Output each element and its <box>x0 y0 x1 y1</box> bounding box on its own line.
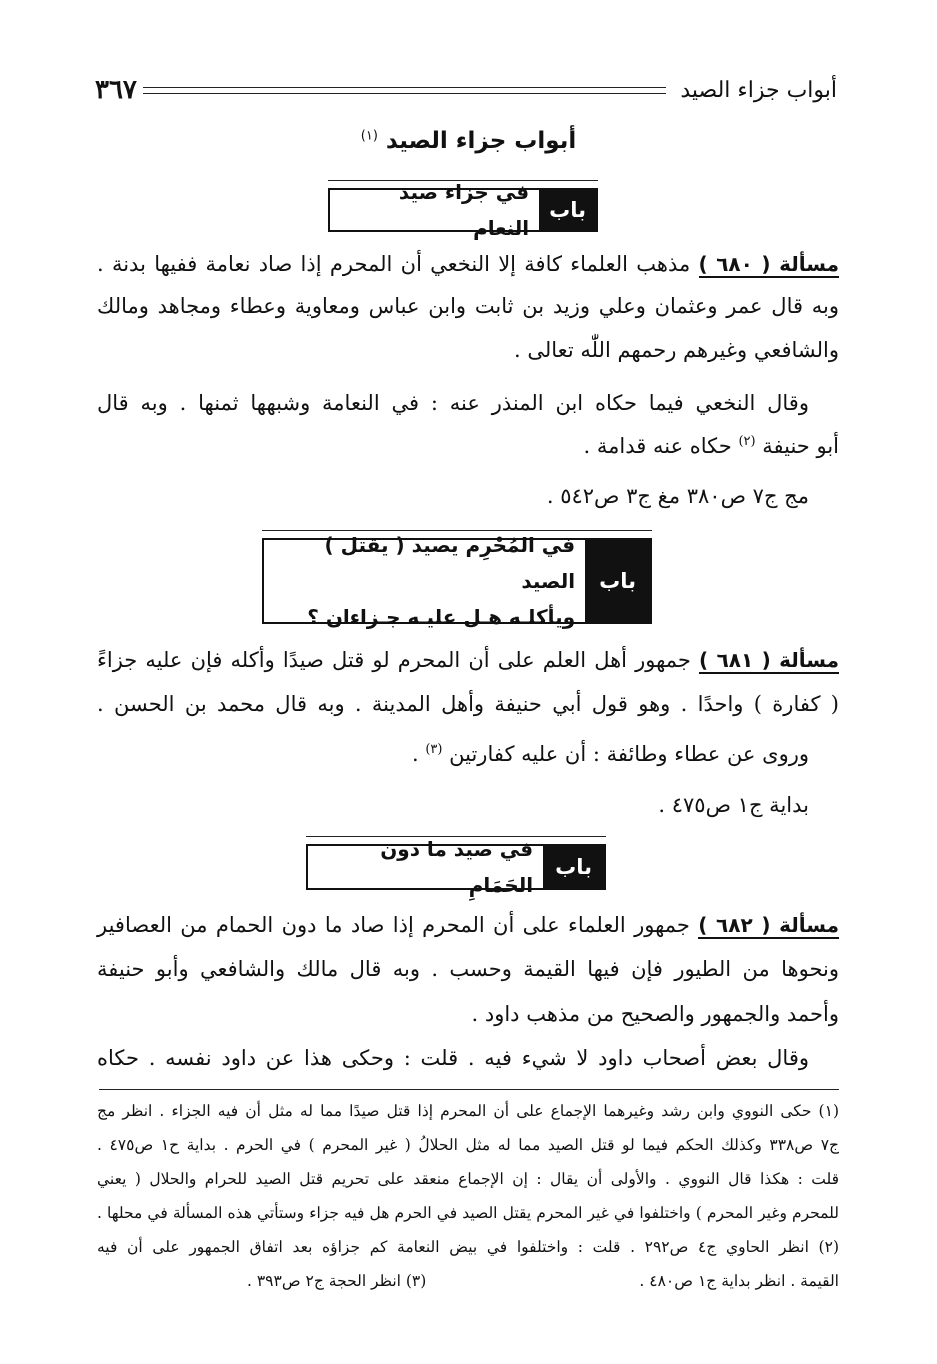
masala-text: أبو حنيفة <box>755 434 839 458</box>
chapter-title-line: في المُحْرِم يصيد ( يقتل ) الصيد <box>324 533 576 593</box>
masala-680-source: مج ج٧ ص٣٨٠ مغ ج٣ ص٥٤٢ . <box>546 484 809 508</box>
masala-681-label: مسألة ( ٦٨١ ) <box>699 648 840 672</box>
footnote-text: (٣) انظر الحجة ج٢ ص٣٩٣ . <box>247 1272 427 1290</box>
masala-680-line-1 <box>97 252 839 276</box>
masala-681-line-1 <box>97 648 839 672</box>
page-number: ٣٦٧ <box>95 75 137 105</box>
chapter-title <box>264 533 585 629</box>
masala-text: حكاه عنه قدامة . <box>583 434 739 458</box>
masala-682-line-1 <box>97 913 839 937</box>
masala-682-label: مسألة ( ٦٨٢ ) <box>698 913 839 937</box>
chapter-title-line: في صيد ما دون الحَمَامِ <box>380 837 534 897</box>
masala-680-line-3: والشافعي وغيرهم رحمهم اللّٰه تعالى . <box>514 338 839 362</box>
chapter-title-line: في جزاء صيد النعام <box>398 180 530 240</box>
masala-text: وروى عن عطاء وطائفة : أن عليه كفارتين <box>442 742 809 766</box>
masala-680-line-5 <box>97 434 839 458</box>
running-title: أبواب جزاء الصيد <box>680 77 837 103</box>
footnote-line-3: قلت : هكذا قال النووي . والأولى أن يقال : إن الإجماع منعقد على تحريم قتل الصيد للحرام والحلال ( يعني <box>97 1170 839 1188</box>
footnote-ref: (٢) <box>738 434 756 449</box>
footnote-rule <box>99 1089 839 1090</box>
footnote-text: القيمة . انظر بداية ج١ ص٤٨٠ . <box>639 1272 839 1290</box>
footnote-line-5: (٢) انظر الحاوي ج٤ ص٢٩٢ . قلت : واختلفوا في بيض النعامة كم جزاؤه بعد اتفاق الجمهور على أن فيه <box>97 1238 839 1256</box>
chapter-box-3 <box>306 836 606 897</box>
masala-681-line-3 <box>97 742 809 766</box>
main-heading-footnote-ref: (١) <box>360 128 378 144</box>
masala-text: جمهور أهل العلم على أن المحرم لو قتل صيدًا وأكله فإن عليه جزاءً <box>97 648 700 672</box>
footnote-ref: (٣) <box>425 742 443 757</box>
footnote-line-4: للمحرم وغير المحرم ) واختلفوا في غير المحرم يقتل الصيد في الحرم هل فيه جزاء وستأتي هذه المسألة في محلها . <box>97 1204 839 1222</box>
chapter-title-line: ويأكلـه هـل عليـه جـزاءان ؟ <box>307 605 576 629</box>
footnote-line-1: (١) حكى النووي وابن رشد وغيرهما الإجماع على أن المحرم إذا قتل صيدًا مما له مثل أن فيه الجزاء . انظر مج <box>97 1102 839 1120</box>
main-heading <box>0 128 937 154</box>
main-heading-text: أبواب جزاء الصيد <box>385 128 577 154</box>
chapter-tag: باب <box>585 540 650 622</box>
running-header <box>95 70 837 110</box>
chapter-title <box>330 180 539 240</box>
chapter-box-1 <box>328 180 598 240</box>
chapter-tag: باب <box>543 846 604 888</box>
masala-682-line-4: وقال بعض أصحاب داود لا شيء فيه . قلت : وحكى هذا عن داود نفسه . حكاه <box>97 1046 809 1070</box>
masala-text: مذهب العلماء كافة إلا النخعي أن المحرم إذا صاد نعامة ففيها بدنة . <box>97 252 699 276</box>
masala-682-line-2: ونحوها من الطيور فإن فيها القيمة وحسب . وبه قال مالك والشافعي وأبو حنيفة <box>97 957 839 981</box>
header-rule <box>143 87 666 94</box>
masala-681-source: بداية ج١ ص٤٧٥ . <box>658 793 809 817</box>
masala-680-line-2: وبه قال عمر وعثمان وعلي وزيد بن ثابت وابن عباس ومعاوية وعطاء ومجاهد ومالك <box>97 294 839 318</box>
chapter-title <box>308 837 543 897</box>
footnote-line-6 <box>97 1272 839 1290</box>
masala-682-line-3: وأحمد والجمهور والصحيح من مذهب داود . <box>471 1002 839 1026</box>
masala-681-line-2: ( كفارة ) واحدًا . وهو قول أبي حنيفة وأهل المدينة . وبه قال محمد بن الحسن . <box>97 692 839 716</box>
chapter-box-2 <box>262 530 652 629</box>
masala-680-line-4: وقال النخعي فيما حكاه ابن المنذر عنه : في النعامة وشبهها ثمنها . وبه قال <box>97 391 809 415</box>
masala-680-label: مسألة ( ٦٨٠ ) <box>698 252 839 276</box>
masala-text: . <box>411 742 426 766</box>
chapter-tag: باب <box>539 190 596 230</box>
masala-text: جمهور العلماء على أن المحرم إذا صاد ما دون الحمام من العصافير <box>97 913 699 937</box>
footnote-line-2: ج٧ ص٣٣٨ وكذلك الحكم فيما لو قتل الصيد مما له مثل الحلالُ ( غير المحرم ) في الحرم . بداية ح١ ص٤٧٥ . <box>97 1136 840 1154</box>
